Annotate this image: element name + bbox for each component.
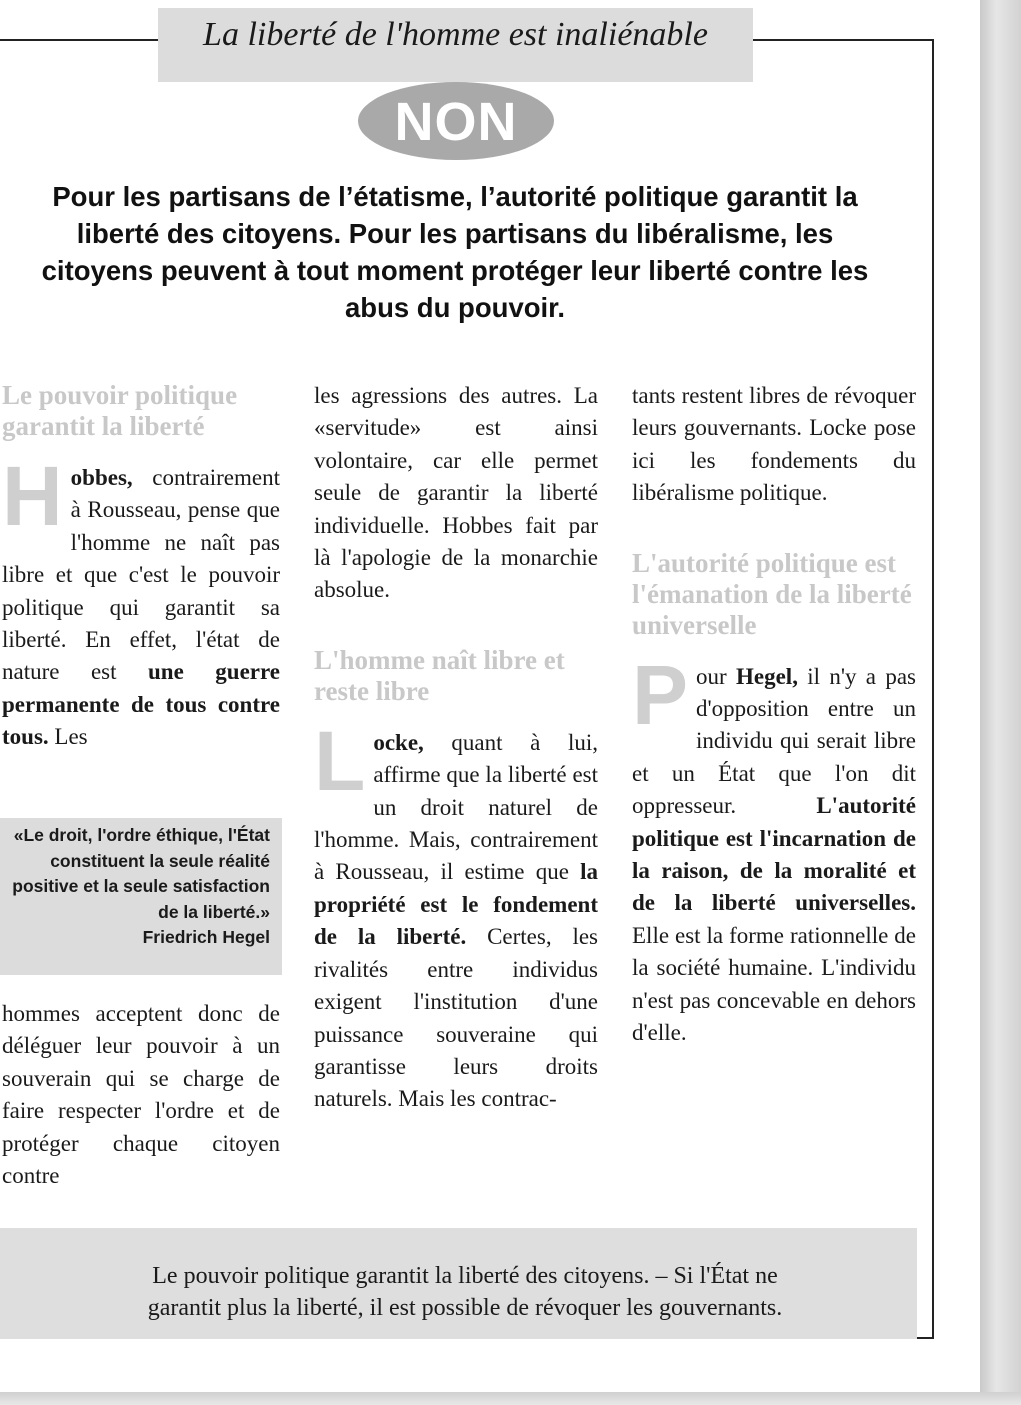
column-1 <box>2 380 280 754</box>
paragraph: tants restent libres de révoquer leurs gouvernants. Locke pose ici les fondements du libéralisme politique. <box>632 383 916 506</box>
author-name: ocke, <box>373 729 424 755</box>
paragraph: hommes acceptent donc de déléguer leur pouvoir à un souverain qui se charge de faire respecter l'ordre et de protéger chaque citoyen contre <box>2 1001 280 1189</box>
summary-line: garantit plus la liberté, il est possible de révoquer les gouvernants. <box>147 1295 783 1321</box>
summary-text <box>20 1260 910 1324</box>
paragraph <box>314 713 598 1116</box>
frame-line <box>0 39 162 41</box>
non-badge: NON <box>358 82 554 160</box>
drop-cap: H <box>2 449 63 543</box>
page-bottom-shadow <box>0 1392 1021 1405</box>
section-heading: Le pouvoir politique garantit la liberté <box>2 380 238 441</box>
frame-line <box>752 39 934 41</box>
text: Les <box>48 724 88 750</box>
intro-text: Pour les partisans de l’étatisme, l’autorité politique garantit la liberté des citoyens. Pour les partisans du libéralisme, les citoyens peuvent à tout moment protéger leur liberté contre les abus du pouvoir. <box>41 181 869 323</box>
emphasis: L'autorité politique est l'incarnation de la raison, de la moralité et de la liberté universelles. <box>632 793 916 916</box>
text: our <box>696 663 736 689</box>
text: Elle est la forme rationnelle de la société humaine. L'individu n'est pas concevable en dehors d'elle. <box>632 922 916 1046</box>
column-3 <box>632 380 916 1050</box>
quote-text: «Le droit, l'ordre éthique, l'État constituent la seule réalité positive et la seule satisfaction de la liberté.» <box>12 825 270 922</box>
section-heading: L'homme naît libre et reste libre <box>314 644 565 706</box>
summary-line: Le pouvoir politique garantit la liberté des citoyens. – Si l'État ne <box>152 1263 778 1289</box>
text: quant à lui, affirme que la liberté est un droit naturel de l'homme. Mais, contrairement à Rousseau, il estime que <box>314 729 598 885</box>
drop-cap: P <box>632 647 689 742</box>
column-2 <box>314 380 598 1116</box>
author-name: Hegel, <box>736 663 798 689</box>
quote <box>0 823 270 951</box>
page-title: La liberté de l'homme est inaliénable <box>203 16 708 53</box>
frame-line <box>917 1337 934 1339</box>
paragraph <box>2 449 280 754</box>
column-1-continued <box>2 998 280 1192</box>
section-heading: L'autorité politique est l'émanation de la liberté universelle <box>632 547 912 640</box>
emphasis: la propriété est le fondement de la liberté. <box>314 859 598 950</box>
paragraph: les agressions des autres. La «servitude» est ainsi volontaire, car elle permet seule de garantir la liberté individuelle. Hobbes fait par là l'apologie de la monarchie absolue. <box>314 383 598 603</box>
frame-line <box>932 39 934 1339</box>
emphasis: une guerre permanente de tous contre tous. <box>2 659 280 750</box>
quote-author: Friedrich Hegel <box>142 927 270 947</box>
text: il n'y a pas d'opposition entre un individu qui serait libre et un État que l'on dit oppresseur. <box>632 663 916 819</box>
text: contrairement à Rousseau, pense que l'homme ne naît pas libre et que c'est le pouvoir politique qui garantit sa liberté. En effet, l'état de nature est <box>2 465 280 685</box>
paragraph <box>632 647 916 1050</box>
author-name: obbes, <box>70 465 133 490</box>
page-edge-shadow <box>980 0 1021 1405</box>
drop-cap: L <box>314 713 366 808</box>
text: Certes, les rivalités entre individus exigent l'institution d'une puissance souveraine qui garantisse leurs droits naturels. Mais les contrac- <box>314 924 598 1112</box>
